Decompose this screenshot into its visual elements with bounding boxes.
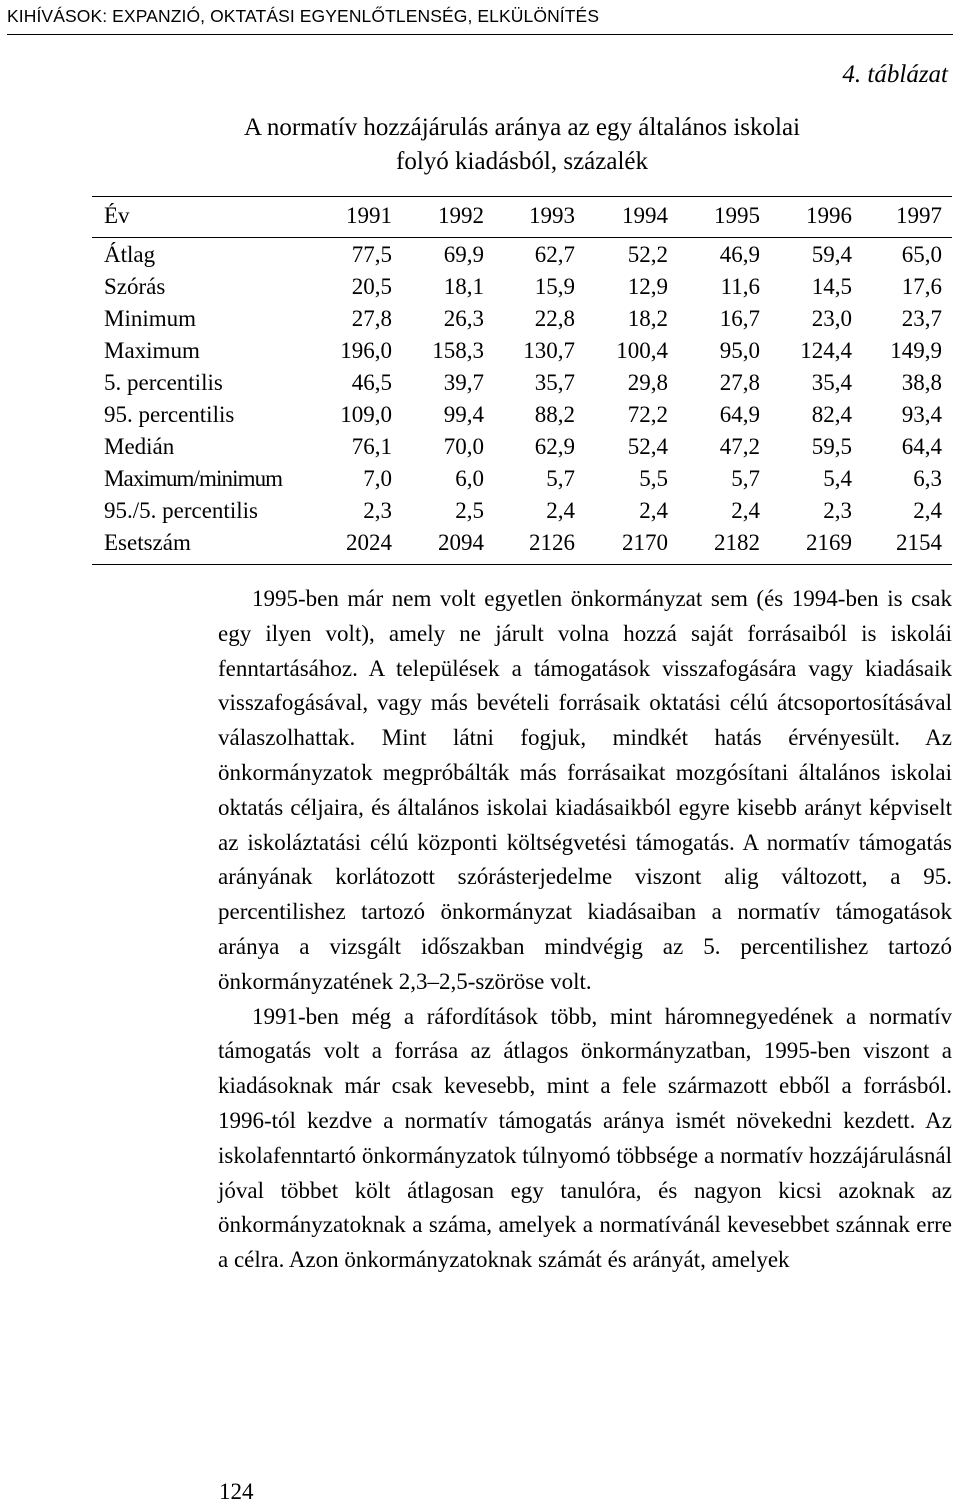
table-cell: 46,9: [719, 242, 760, 267]
header-divider: [92, 237, 952, 238]
table-cell: 2169: [806, 530, 852, 555]
row-label: 95./5. percentilis: [104, 498, 258, 523]
page-number: 124: [219, 1479, 254, 1504]
table-cell: 2,4: [731, 498, 760, 523]
year-header: 1995: [714, 203, 760, 228]
table-cell: 26,3: [443, 306, 484, 331]
table-cell: 6,3: [913, 466, 942, 491]
table-cell: 59,5: [811, 434, 852, 459]
table-cell: 2024: [346, 530, 392, 555]
table-cell: 2094: [438, 530, 484, 555]
table-cell: 5,7: [546, 466, 575, 491]
table-cell: 95,0: [719, 338, 760, 363]
table-cell: 2,3: [823, 498, 852, 523]
table-cell: 88,2: [534, 402, 575, 427]
table-cell: 14,5: [811, 274, 852, 299]
row-label: Minimum: [104, 306, 197, 331]
table-cell: 2,4: [913, 498, 942, 523]
table-cell: 62,9: [534, 434, 575, 459]
table-cell: 23,7: [901, 306, 942, 331]
table-cell: 100,4: [616, 338, 668, 363]
body-text: [218, 582, 952, 1278]
row-label: Átlag: [104, 242, 156, 267]
table-cell: 2,3: [363, 498, 392, 523]
table-cell: 35,4: [811, 370, 852, 395]
table-header-label: Év: [104, 203, 130, 228]
row-label: Szórás: [104, 274, 166, 299]
table-cell: 52,4: [627, 434, 668, 459]
table-cell: 12,9: [627, 274, 668, 299]
table-cell: 82,4: [811, 402, 852, 427]
table-cell: 15,9: [534, 274, 575, 299]
table-row: [92, 527, 952, 559]
table-title-line-1: A normatív hozzájárulás aránya az egy általános iskolai: [243, 114, 801, 141]
table-cell: 70,0: [443, 434, 484, 459]
table-cell: 77,5: [351, 242, 392, 267]
table-cell: 16,7: [719, 306, 760, 331]
table-cell: 29,8: [627, 370, 668, 395]
table-cell: 18,1: [443, 274, 484, 299]
table-row: [92, 335, 952, 367]
row-label: 95. percentilis: [104, 402, 235, 427]
table-cell: 17,6: [901, 274, 942, 299]
table-number: 4. táblázat: [842, 61, 948, 88]
year-header: 1997: [896, 203, 942, 228]
table-cell: 2,4: [546, 498, 575, 523]
table-cell: 5,5: [639, 466, 668, 491]
table-row: [92, 367, 952, 399]
year-header: 1991: [346, 203, 392, 228]
table-cell: 93,4: [901, 402, 942, 427]
table-cell: 39,7: [443, 370, 484, 395]
table-header-row: [92, 200, 952, 232]
row-label: Maximum: [104, 338, 200, 363]
table-row: [92, 271, 952, 303]
table-cell: 27,8: [351, 306, 392, 331]
table-cell: 59,4: [811, 242, 852, 267]
table-cell: 52,2: [627, 242, 668, 267]
table-cell: 7,0: [363, 466, 392, 491]
table-cell: 22,8: [534, 306, 575, 331]
table-cell: 5,7: [731, 466, 760, 491]
table-cell: 124,4: [800, 338, 852, 363]
row-label: 5. percentilis: [104, 370, 223, 395]
table-cell: 149,9: [890, 338, 942, 363]
table-cell: 65,0: [901, 242, 942, 267]
table-cell: 2,4: [639, 498, 668, 523]
table-cell: 23,0: [811, 306, 852, 331]
table-cell: 69,9: [443, 242, 484, 267]
table-row: [92, 495, 952, 527]
table-row: [92, 431, 952, 463]
table-cell: 11,6: [720, 274, 760, 299]
table-cell: 27,8: [719, 370, 760, 395]
table-cell: 6,0: [455, 466, 484, 491]
table-cell: 2170: [622, 530, 668, 555]
row-label: Medián: [104, 434, 175, 459]
table-cell: 2,5: [455, 498, 484, 523]
table-title-line-2: folyó kiadásból, százalék: [396, 148, 648, 175]
year-header: 1994: [622, 203, 668, 228]
table-cell: 62,7: [534, 242, 575, 267]
table-cell: 64,9: [719, 402, 760, 427]
table-cell: 130,7: [523, 338, 575, 363]
table-cell: 196,0: [340, 338, 392, 363]
table-cell: 109,0: [340, 402, 392, 427]
table-cell: 18,2: [627, 306, 668, 331]
year-header: 1996: [806, 203, 852, 228]
data-table: [92, 196, 952, 565]
year-header: 1993: [529, 203, 575, 228]
table-cell: 35,7: [534, 370, 575, 395]
row-label: Maximum/minimum: [104, 466, 283, 491]
table-cell: 72,2: [627, 402, 668, 427]
table-row: [92, 303, 952, 335]
table-cell: 2154: [896, 530, 942, 555]
table-row: [92, 463, 952, 495]
table-cell: 47,2: [719, 434, 760, 459]
table-cell: 38,8: [901, 370, 942, 395]
table-cell: 2182: [714, 530, 760, 555]
paragraph: 1995-ben már nem volt egyetlen önkormányzat sem (és 1994-ben is csak egy ilyen volt), amely ne járult volna hozzá saját forrásaiból is iskolái fenntartásához. A települések a támogatások visszafogására vagy kiadásaik visszafogásával, vagy más bevételi forrásaik oktatási célú átcsoportosításával válaszolhattak. Mint látni fogjuk, mindkét hatás érvényesült. Az önkormányzatok megpróbálták más forrásaikat mozgósítani általános iskolai oktatás céljaira, és általános iskolai kiadásaikból egyre kisebb arányt képviselt az iskoláztatási célú központi költségvetési támogatás. A normatív támogatás arányának korlátozott szórásterjedelme viszont alig változott, a 95. percentilishez tartozó önkormányzat kiadásaiban a normatív támogatások aránya a vizsgált időszakban mindvégig az 5. percentilishez tartozó önkormányzatének 2,3–2,5-szöröse volt.: [218, 586, 952, 994]
running-header: KIHÍVÁSOK: EXPANZIÓ, OKTATÁSI EGYENLŐTLENSÉG, ELKÜLÖNÍTÉS: [7, 6, 953, 35]
table-cell: 5,4: [823, 466, 852, 491]
row-label: Esetszám: [104, 530, 191, 555]
table-cell: 64,4: [901, 434, 942, 459]
year-header: 1992: [438, 203, 484, 228]
table-row: [92, 239, 952, 271]
table-cell: 158,3: [432, 338, 484, 363]
table-cell: 46,5: [351, 370, 392, 395]
table-cell: 76,1: [351, 434, 392, 459]
table-cell: 99,4: [443, 402, 484, 427]
table-cell: 2126: [529, 530, 575, 555]
table-cell: 20,5: [351, 274, 392, 299]
table-row: [92, 399, 952, 431]
paragraph: 1991-ben még a ráfordítások több, mint háromnegyedének a normatív támogatás volt a forrása az átlagos önkormányzatban, 1995-ben viszont a kiadásoknak már csak kevesebb, mint a fele származott ebből a forrásból. 1996-tól kezdve a normatív támogatás aránya ismét növekedni kezdett. Az iskolafenntartó önkormányzatok túlnyomó többsége a normatív hozzájárulásnál jóval többet költ átlagosan egy tanulóra, és nagyon kicsi azoknak az önkormányzatoknak a száma, amelyek a normatívánál kevesebbet szánnak erre a célra. Azon önkormányzatoknak számát és arányát, amelyek: [218, 1003, 952, 1273]
